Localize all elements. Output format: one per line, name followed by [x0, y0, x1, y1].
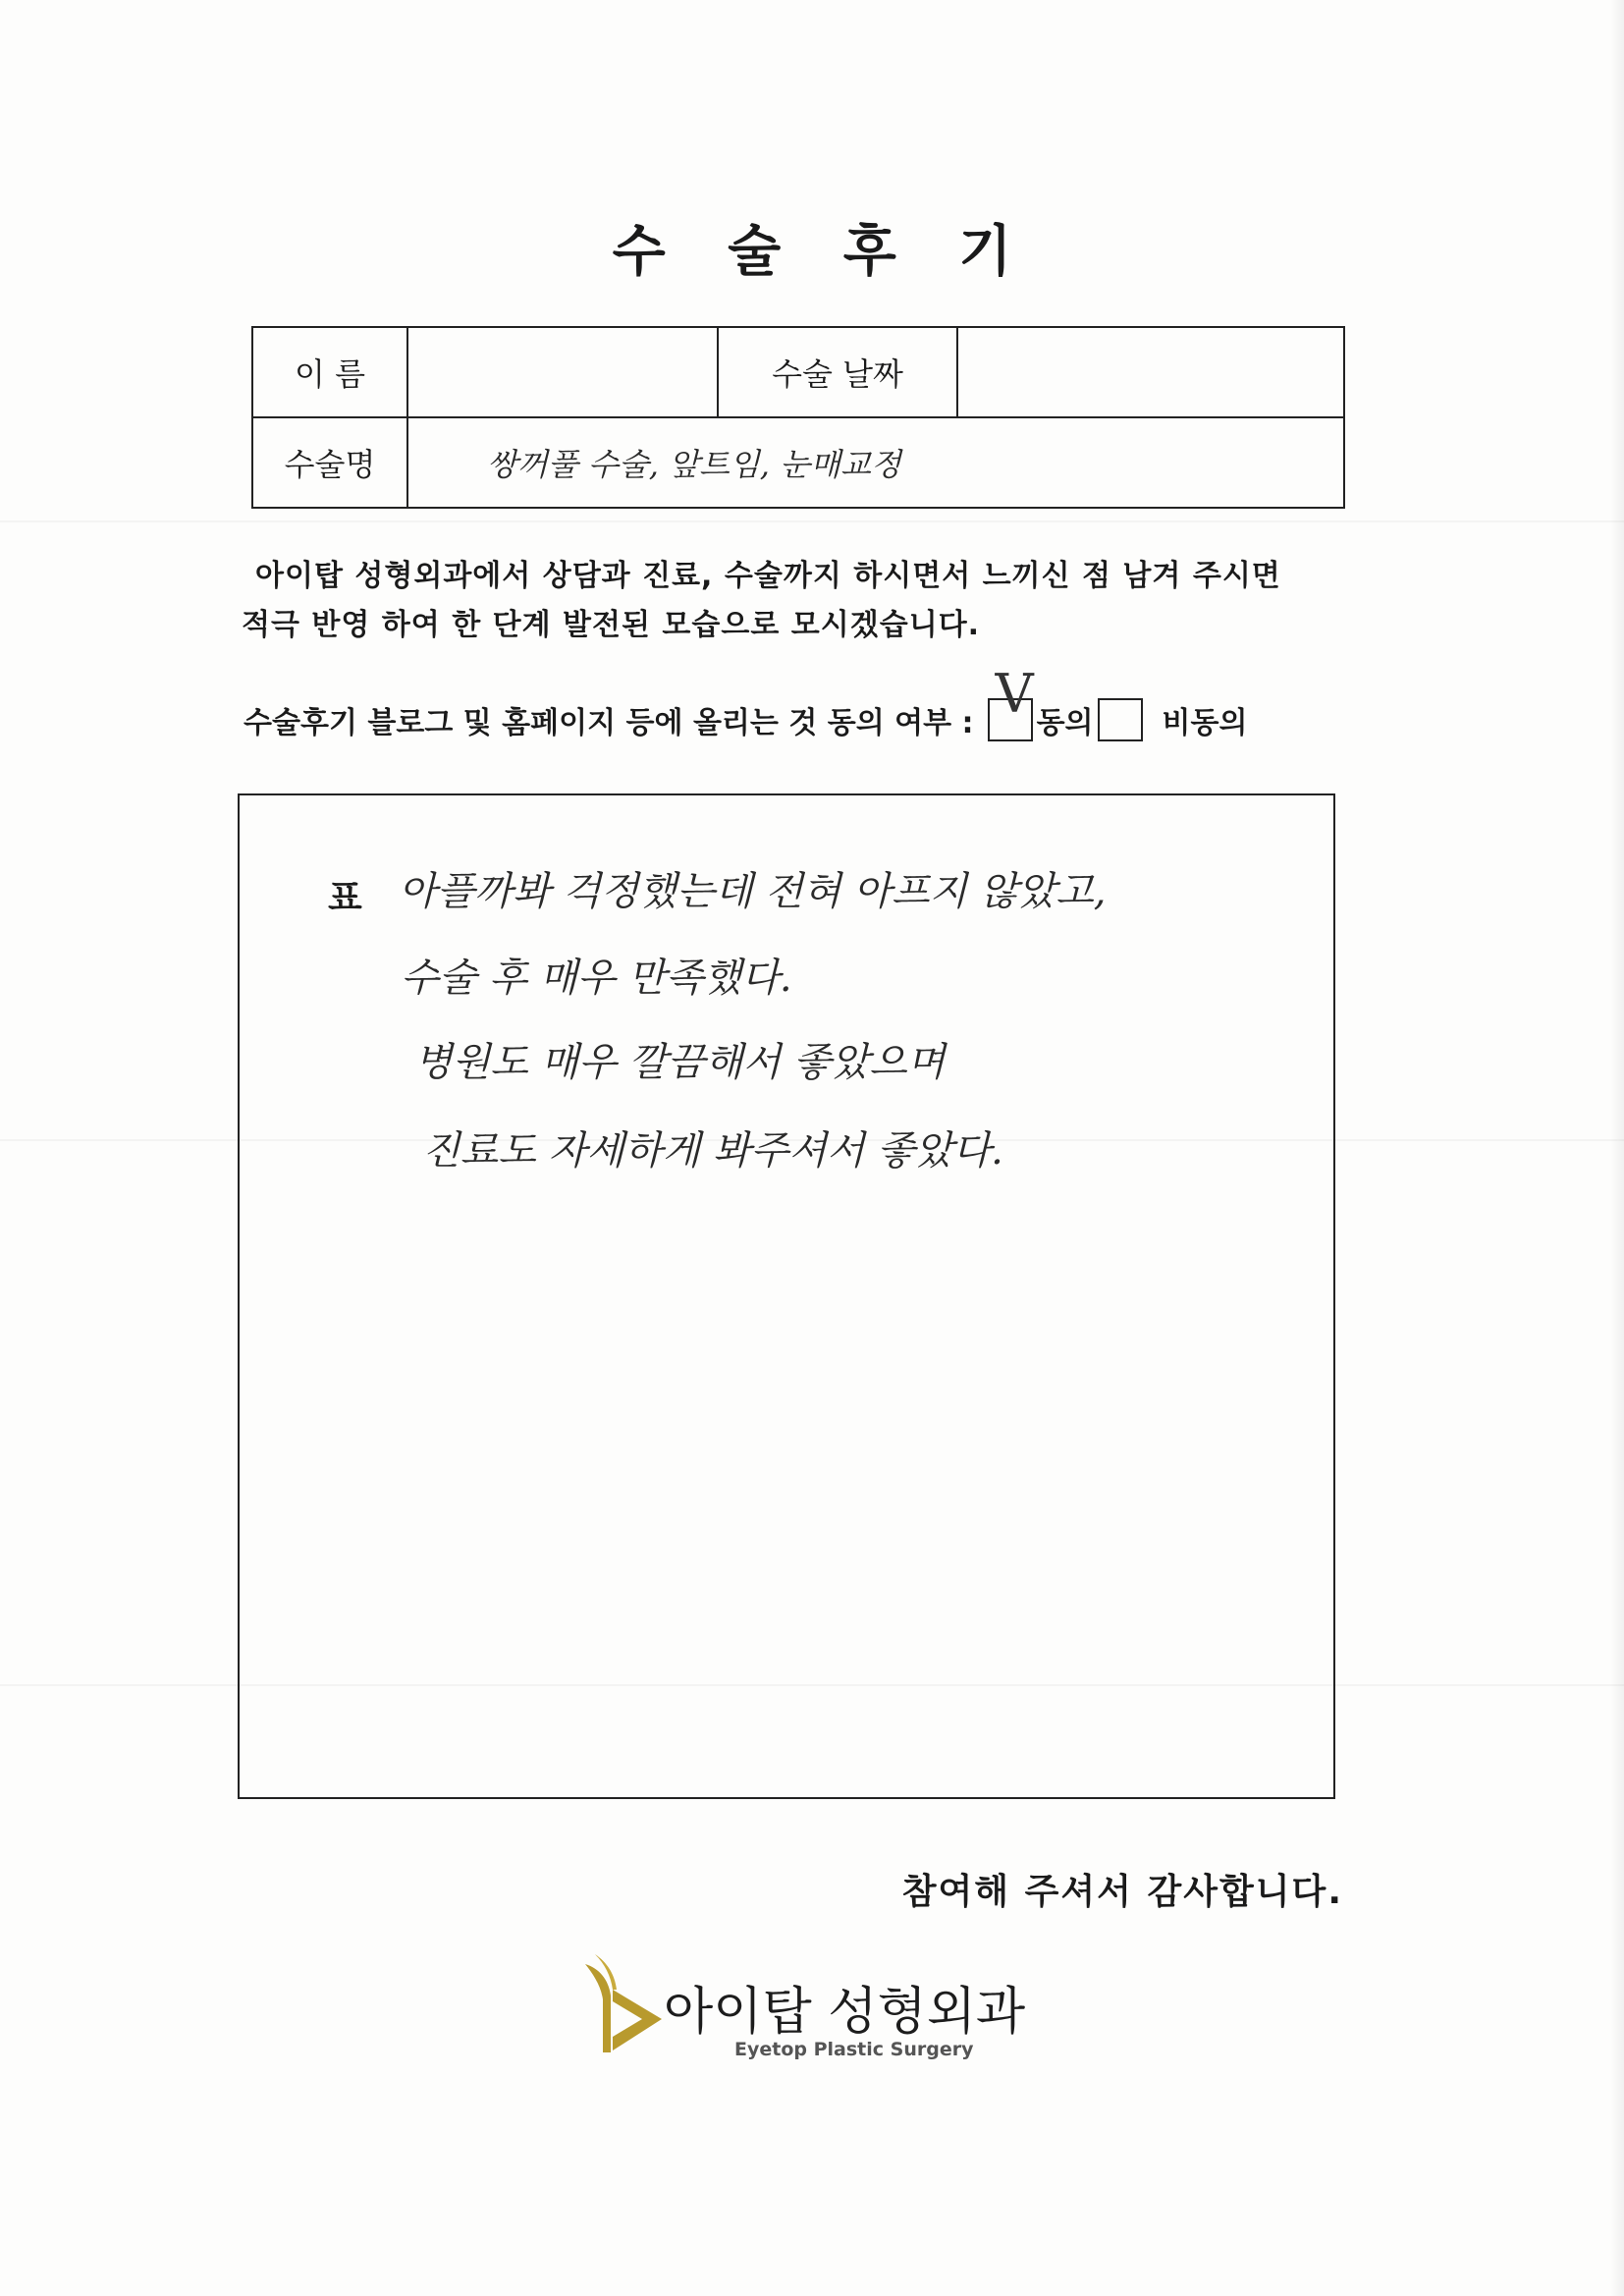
notice-line-2: 적극 반영 하여 한 단계 발전된 모습으로 모시겠습니다.: [242, 608, 981, 642]
agree-label: 동의: [1036, 706, 1094, 740]
clinic-logo: [579, 1950, 1026, 2068]
review-mark: 표: [328, 878, 363, 918]
disagree-checkbox: [1098, 698, 1143, 741]
date-label: 수술 날짜: [718, 327, 957, 417]
check-mark-icon: V: [995, 663, 1034, 725]
logo-sub: Eyetop Plastic Surgery: [734, 2039, 974, 2060]
procedure-label: 수술명: [252, 417, 407, 508]
name-label: 이 름: [252, 327, 407, 417]
notice-line-1: 아이탑 성형외과에서 상담과 진료, 수술까지 하시면서 느끼신 점 남겨 주시면: [255, 559, 1281, 593]
review-line-1: 아플까봐 걱정했는데 전혀 아프지 않았고,: [399, 869, 1107, 914]
info-table: [251, 326, 1345, 509]
date-value: [957, 327, 1344, 417]
review-box: [238, 793, 1335, 1799]
review-line-3: 병원도 매우 깔끔해서 좋았으며: [414, 1040, 946, 1085]
disagree-label: 비동의: [1162, 706, 1248, 740]
name-value: [407, 327, 718, 417]
review-line-2: 수술 후 매우 만족했다.: [401, 956, 792, 1001]
consent-question: 수술후기 블로그 및 홈페이지 등에 올리는 것 동의 여부 :: [244, 706, 974, 740]
thanks-text: 참여해 주셔서 감사합니다.: [901, 1872, 1343, 1912]
logo-name: 아이탑 성형외과: [664, 1983, 1026, 2042]
notice-text: [242, 552, 1351, 650]
page-title: 수 술 후 기: [612, 220, 1034, 284]
consent-row: [244, 663, 1347, 744]
procedure-value: 쌍꺼풀 수술, 앞트임, 눈매교정: [407, 417, 1344, 508]
review-line-4: 진료도 자세하게 봐주셔서 좋았다.: [422, 1128, 1003, 1174]
logo-emblem-icon: [579, 1950, 674, 2058]
agree-checkbox: [988, 663, 1034, 741]
